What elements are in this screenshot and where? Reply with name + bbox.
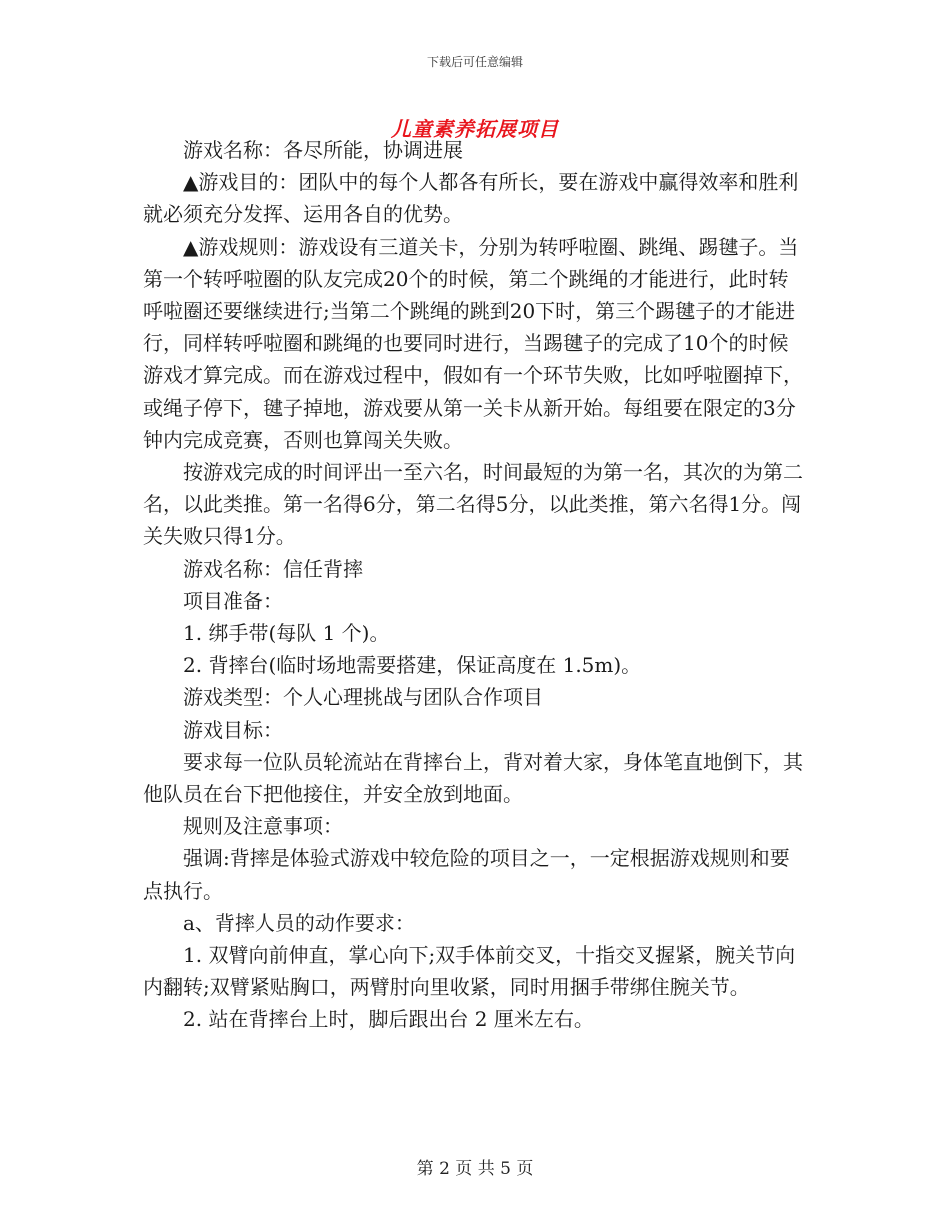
paragraph-game-goal: 要求每一位队员轮流站在背摔台上，背对着大家，身体笔直地倒下，其他队员在台下把他接住，并安全放到地面。 bbox=[143, 749, 803, 807]
page-title: 儿童素养拓展项目 bbox=[391, 117, 559, 141]
paragraph-game-name-2: 游戏名称：信任背摔 bbox=[183, 556, 363, 581]
paragraph-preparation: 项目准备： bbox=[183, 588, 283, 613]
paragraph-game-purpose: ▲游戏目的：团队中的每个人都各有所长，要在游戏中赢得效率和胜利就必须充分发挥、运用各自的优势。 bbox=[143, 170, 799, 227]
list-item-action-2: 2. 站在背摔台上时，脚后跟出台 2 厘米左右。 bbox=[183, 1007, 594, 1032]
header-note: 下载后可任意编辑 bbox=[426, 55, 523, 69]
paragraph-game-name-1: 游戏名称：各尽所能，协调进展 bbox=[183, 138, 463, 162]
paragraph-scoring: 按游戏完成的时间评出一至六名，时间最短的为第一名，其次的为第二名，以此类推。第一名得6分，第二名得5分，以此类推，第六名得1分。闯关失败只得1分。 bbox=[143, 460, 803, 549]
paragraph-game-rules: ▲游戏规则：游戏设有三道关卡，分别为转呼啦圈、跳绳、踢毽子。当第一个转呼啦圈的队友完成20个的时候，第二个跳绳的才能进行，此时转呼啦圈还要继续进行;当第二个跳绳的跳到20下时，第三个踢毽子的才能进行，同样转呼啦圈和跳绳的也要同时进行，当踢毽子的完成了10个的时候游戏才算完成。而在游戏过程中，假如有一个环节失败，比如呼啦圈掉下，或绳子停下，毽子掉地，游戏要从第一关卡从新开始。每组要在限定的3分钟内完成竞赛，否则也算闯关失败。 bbox=[143, 234, 803, 452]
paragraph-rules-label: 规则及注意事项： bbox=[183, 814, 343, 839]
list-item-action-1: 1. 双臂向前伸直，掌心向下;双手体前交叉，十指交叉握紧，腕关节向内翻转;双臂紧贴胸口，两臂肘向里收紧，同时用捆手带绑住腕关节。 bbox=[143, 943, 796, 1000]
paragraph-game-type: 游戏类型：个人心理挑战与团队合作项目 bbox=[183, 685, 543, 710]
paragraph-game-goal-label: 游戏目标： bbox=[183, 717, 283, 742]
paragraph-subheading-a: a、背摔人员的动作要求： bbox=[183, 910, 415, 935]
page-footer: 第 2 页 共 5 页 bbox=[416, 1159, 534, 1179]
paragraph-emphasis: 强调:背摔是体验式游戏中较危险的项目之一，一定根据游戏规则和要点执行。 bbox=[143, 846, 790, 903]
list-item-prep-2: 2. 背摔台(临时场地需要搭建，保证高度在 1.5m)。 bbox=[183, 653, 642, 678]
document-body bbox=[143, 134, 808, 1036]
list-item-prep-1: 1. 绑手带(每队 1 个)。 bbox=[183, 621, 390, 646]
